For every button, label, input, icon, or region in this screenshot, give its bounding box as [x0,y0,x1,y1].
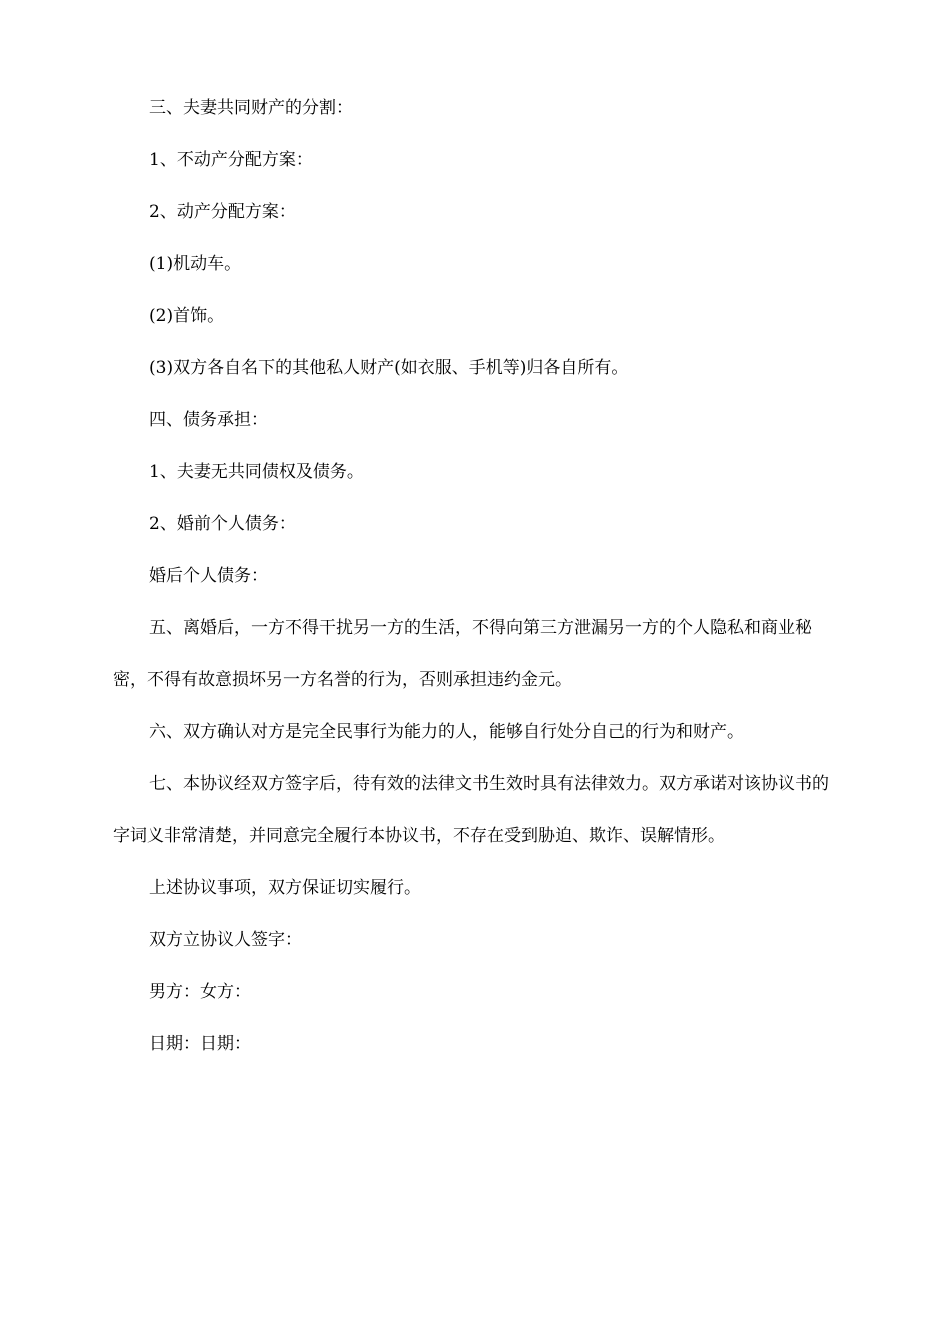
clause-premarital-debts: 2、婚前个人债务： [149,514,296,534]
section-capacity-clause: 六、双方确认对方是完全民事行为能力的人，能够自行处分自己的行为和财产。 [149,722,744,742]
signature-parties: 男方：女方： [149,982,251,1002]
clause-postmarital-debts: 婚后个人债务： [149,566,268,586]
section-privacy-clause: 五、离婚后，一方不得干扰另一方的生活，不得向第三方泄漏另一方的个人隐私和商业秘密，不得有故意损坏另一方名誉的行为，否则承担违约金元。 [113,618,812,690]
section-heading-debts: 四、债务承担： [149,410,268,430]
item-vehicle: (1)机动车。 [149,254,242,274]
clause-real-estate: 1、不动产分配方案： [149,150,313,170]
document-body [113,93,837,1081]
section-effectiveness-clause: 七、本协议经双方签字后，待有效的法律文书生效时具有法律效力。双方承诺对该协议书的字词义非常清楚，并同意完全履行本协议书，不存在受到胁迫、欺诈、误解情形。 [113,774,829,846]
signature-dates: 日期：日期： [149,1034,251,1054]
item-jewelry: (2)首饰。 [149,306,225,326]
signature-heading: 双方立协议人签字： [149,930,302,950]
clause-movable-property: 2、动产分配方案： [149,202,296,222]
item-personal-property: (3)双方各自名下的其他私人财产(如衣服、手机等)归各自所有。 [149,358,629,378]
closing-statement: 上述协议事项，双方保证切实履行。 [149,878,421,898]
clause-no-joint-debts: 1、夫妻无共同债权及债务。 [149,462,364,482]
section-heading-property-division: 三、夫妻共同财产的分割： [149,98,353,118]
